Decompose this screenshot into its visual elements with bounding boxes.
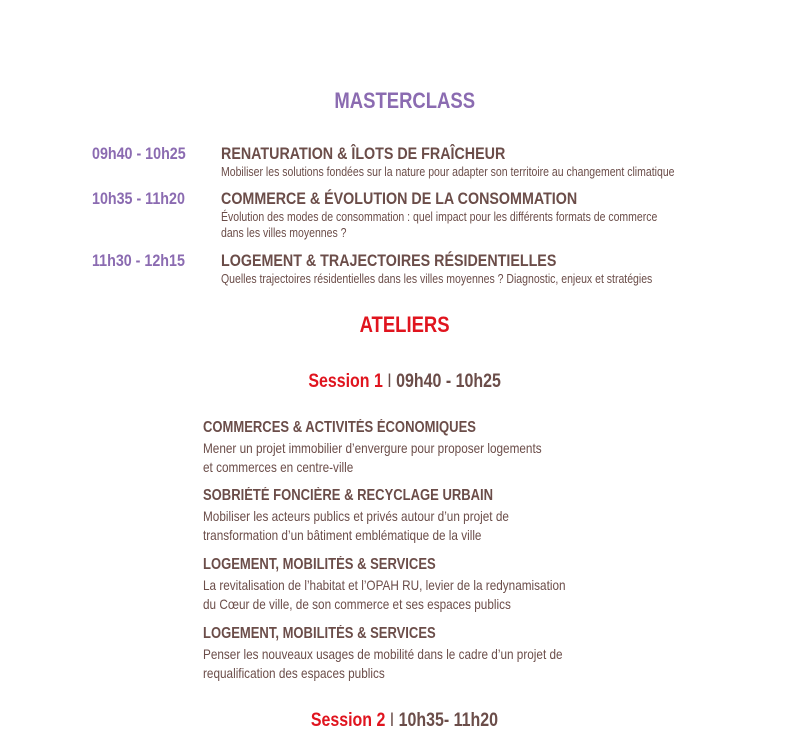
masterclass-description [221, 271, 652, 287]
atelier-description [203, 507, 509, 545]
description-line: transformation d’un bâtiment emblématique de la ville [203, 527, 482, 543]
atelier-title: LOGEMENT, MOBILITÉS & SERVICES [203, 556, 436, 573]
masterclass-title: LOGEMENT & TRAJECTOIRES RÉSIDENTIELLES [221, 251, 557, 270]
atelier-title: SOBRIÉTÉ FONCIÈRE & RECYCLAGE URBAIN [203, 487, 494, 504]
masterclass-time: 11h30 - 12h15 [92, 251, 185, 270]
masterclass-time: 10h35 - 11h20 [92, 189, 185, 208]
description-line: et commerces en centre-ville [203, 459, 354, 475]
description-line: du Cœur de ville, de son commerce et ses espaces publics [203, 596, 511, 612]
session-header [0, 371, 809, 393]
description-line: dans les villes moyennes ? [221, 226, 347, 240]
description-line: Quelles trajectoires résidentielles dans les villes moyennes ? Diagnostic, enjeux et stratégies [221, 272, 653, 286]
atelier-item [203, 556, 635, 614]
session-separator: I [387, 371, 392, 392]
session-label: Session 2 [310, 710, 386, 731]
atelier-description [203, 576, 566, 614]
masterclass-heading [0, 88, 809, 114]
description-line: La revitalisation de l’habitat et l’OPAH RU, levier de la redynamisation [203, 577, 566, 593]
masterclass-title: RENATURATION & ÎLOTS DE FRAÎCHEUR [221, 144, 506, 163]
ateliers-heading-text: ATELIERS [359, 312, 450, 337]
masterclass-time: 09h40 - 10h25 [92, 144, 186, 163]
atelier-item [203, 419, 606, 477]
masterclass-description [221, 209, 657, 241]
masterclass-heading-text: MASTERCLASS [334, 88, 475, 113]
atelier-item [203, 487, 567, 545]
session-time: 09h40 - 10h25 [396, 371, 501, 392]
description-line: Mener un projet immobilier d’envergure pour proposer logements [203, 440, 542, 456]
description-line: Évolution des modes de consommation : quel impact pour les différents formats de commerce [221, 210, 658, 224]
atelier-description [203, 645, 563, 683]
atelier-title: COMMERCES & ACTIVITÉS ÉCONOMIQUES [203, 419, 476, 436]
session-separator: I [389, 710, 395, 731]
ateliers-heading [0, 312, 809, 338]
atelier-description [203, 439, 542, 477]
atelier-item [203, 625, 631, 683]
masterclass-title: COMMERCE & ÉVOLUTION DE LA CONSOMMATION [221, 189, 578, 208]
session-label: Session 1 [308, 371, 383, 392]
session-time: 10h35- 11h20 [398, 710, 499, 731]
description-line: Penser les nouveaux usages de mobilité dans le cadre d’un projet de [203, 646, 563, 662]
atelier-title: LOGEMENT, MOBILITÉS & SERVICES [203, 625, 436, 642]
description-line: Mobiliser les solutions fondées sur la nature pour adapter son territoire au changement climatique [221, 165, 675, 179]
description-line: requalification des espaces publics [203, 665, 385, 681]
description-line: Mobiliser les acteurs publics et privés autour d’un projet de [203, 508, 509, 524]
masterclass-description [221, 164, 675, 180]
session-header [0, 710, 809, 732]
